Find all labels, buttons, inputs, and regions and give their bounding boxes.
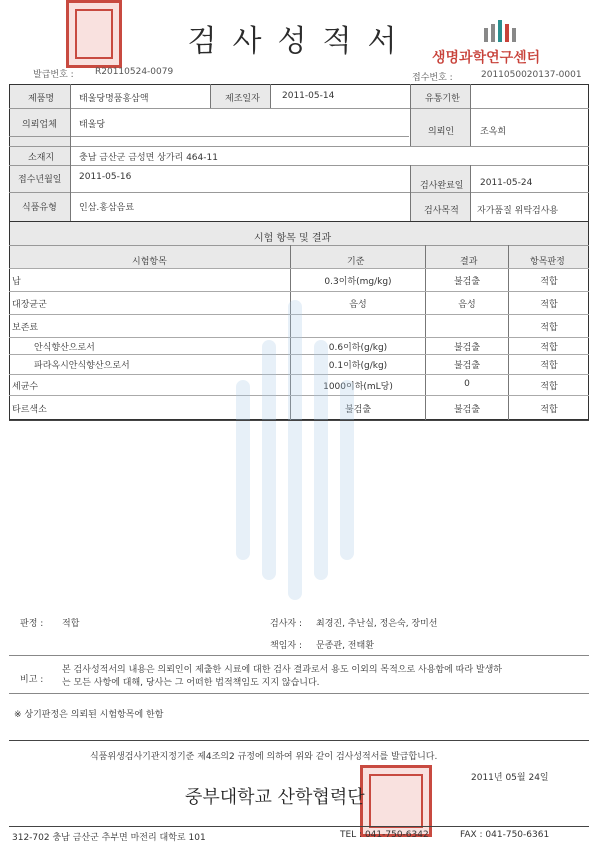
test-judgment: 적합 — [540, 361, 558, 371]
received-date-value: 2011-05-16 — [79, 172, 132, 182]
legal-statement: 식품위생검사기관지정기준 제4조의2 규정에 의하여 위와 같이 검사성적서를 발급합니다. — [90, 752, 438, 762]
test-judgment: 적합 — [540, 343, 558, 353]
inspector-names: 최경진, 추난실, 정은숙, 장미선 — [316, 619, 438, 629]
issue-number-label: 발급번호 : — [33, 70, 74, 80]
test-result: 0 — [464, 379, 470, 389]
receipt-number-label: 접수번호 : — [412, 73, 453, 83]
test-item: 파라옥시안식향산으로서 — [34, 361, 130, 371]
address-label: 소재지 — [28, 153, 55, 163]
row-divider — [9, 268, 589, 269]
test-result: 불검출 — [453, 361, 481, 371]
results-section-title: 시험 항목 및 결과 — [254, 233, 332, 244]
test-result: 불검출 — [453, 405, 481, 415]
test-item: 세균수 — [12, 382, 39, 392]
test-standard: 불검출 — [344, 405, 372, 415]
remarks-line-2: 는 모든 사항에 대해, 당사는 그 어떠한 법적책임도 지지 않습니다. — [62, 678, 320, 688]
lab-logo-icon — [484, 20, 524, 42]
col-header-standard: 기준 — [347, 257, 365, 267]
issuer-name: 중부대학교 산학협력단 — [185, 787, 365, 808]
test-item: 타르색소 — [12, 405, 47, 415]
test-judgment: 적합 — [540, 300, 558, 310]
test-judgment: 적합 — [540, 323, 558, 333]
fax: FAX : 041-750-6361 — [460, 830, 550, 840]
purpose-label: 검사목적 — [424, 206, 459, 216]
food-type-label: 식품유형 — [22, 203, 57, 213]
scope-note: ※ 상기판정은 의뢰된 시험항목에 한함 — [14, 710, 164, 720]
product-value: 태울당명품홍삼액 — [79, 94, 149, 104]
remarks-label: 비고 : — [20, 675, 44, 685]
product-label: 제품명 — [28, 94, 55, 104]
completed-date-label: 검사완료일 — [420, 181, 464, 191]
col-header-result: 결과 — [460, 257, 478, 267]
test-standard: 0.3이하(mg/kg) — [324, 277, 392, 287]
mfg-date-value: 2011-05-14 — [282, 91, 335, 101]
test-standard: 0.1이하(g/kg) — [328, 361, 388, 371]
purpose-value: 자가품질 위탁검사용 — [477, 206, 559, 216]
issue-date: 2011년 05월 24일 — [471, 773, 549, 783]
completed-date-value: 2011-05-24 — [480, 178, 533, 188]
test-result: 음성 — [458, 300, 476, 310]
judgment-value: 적합 — [62, 619, 80, 629]
remarks-line-1: 본 검사성적서의 내용은 의뢰인이 제출한 시료에 대한 검사 결과로서 용도 이외의 목적으로 사용함에 따라 발생하 — [62, 665, 502, 675]
test-item: 대장균군 — [12, 300, 47, 310]
requester-value: 조옥희 — [480, 127, 507, 137]
mfg-date-label: 제조일자 — [225, 94, 260, 104]
test-result: 불검출 — [453, 277, 481, 287]
row-divider — [9, 291, 589, 292]
manager-names: 문종관, 전태환 — [316, 641, 374, 651]
expiry-label: 유통기한 — [425, 94, 460, 104]
issuer-address: 312-702 충남 금산군 추부면 마전리 대학로 101 — [12, 833, 206, 843]
test-item: 납 — [12, 277, 21, 287]
address-value: 충남 금산군 금성면 상가리 464-11 — [79, 153, 218, 163]
test-item: 안식향산으로서 — [34, 343, 95, 353]
manager-label: 책임자 : — [270, 641, 302, 651]
food-type-value: 인삼.홍삼음료 — [79, 203, 135, 213]
test-judgment: 적합 — [540, 277, 558, 287]
test-item: 보존료 — [12, 323, 39, 333]
lab-name: 생명과학연구센터 — [432, 50, 541, 66]
company-label: 의뢰업체 — [22, 120, 57, 130]
requester-label: 의뢰인 — [428, 127, 455, 137]
col-header-judgment: 항목판정 — [530, 257, 565, 267]
test-judgment: 적합 — [540, 405, 558, 415]
inspector-label: 검사자 : — [270, 619, 302, 629]
test-standard: 0.6이하(g/kg) — [328, 343, 388, 353]
test-result: 불검출 — [453, 343, 481, 353]
col-header-item: 시험항목 — [132, 257, 167, 267]
test-standard: 1000이하(mL당) — [323, 382, 393, 392]
test-judgment: 적합 — [540, 382, 558, 392]
issue-number: R20110524-0079 — [95, 67, 174, 77]
received-date-label: 접수년월일 — [18, 175, 62, 185]
judgment-label: 판정 : — [20, 619, 44, 629]
telephone: TEL : 041-750-6342 — [340, 830, 429, 840]
document-title: 검사성적서 — [187, 24, 413, 59]
receipt-number: 2011050020137-0001 — [481, 70, 582, 80]
test-standard: 음성 — [349, 300, 367, 310]
company-value: 태울당 — [79, 120, 106, 130]
